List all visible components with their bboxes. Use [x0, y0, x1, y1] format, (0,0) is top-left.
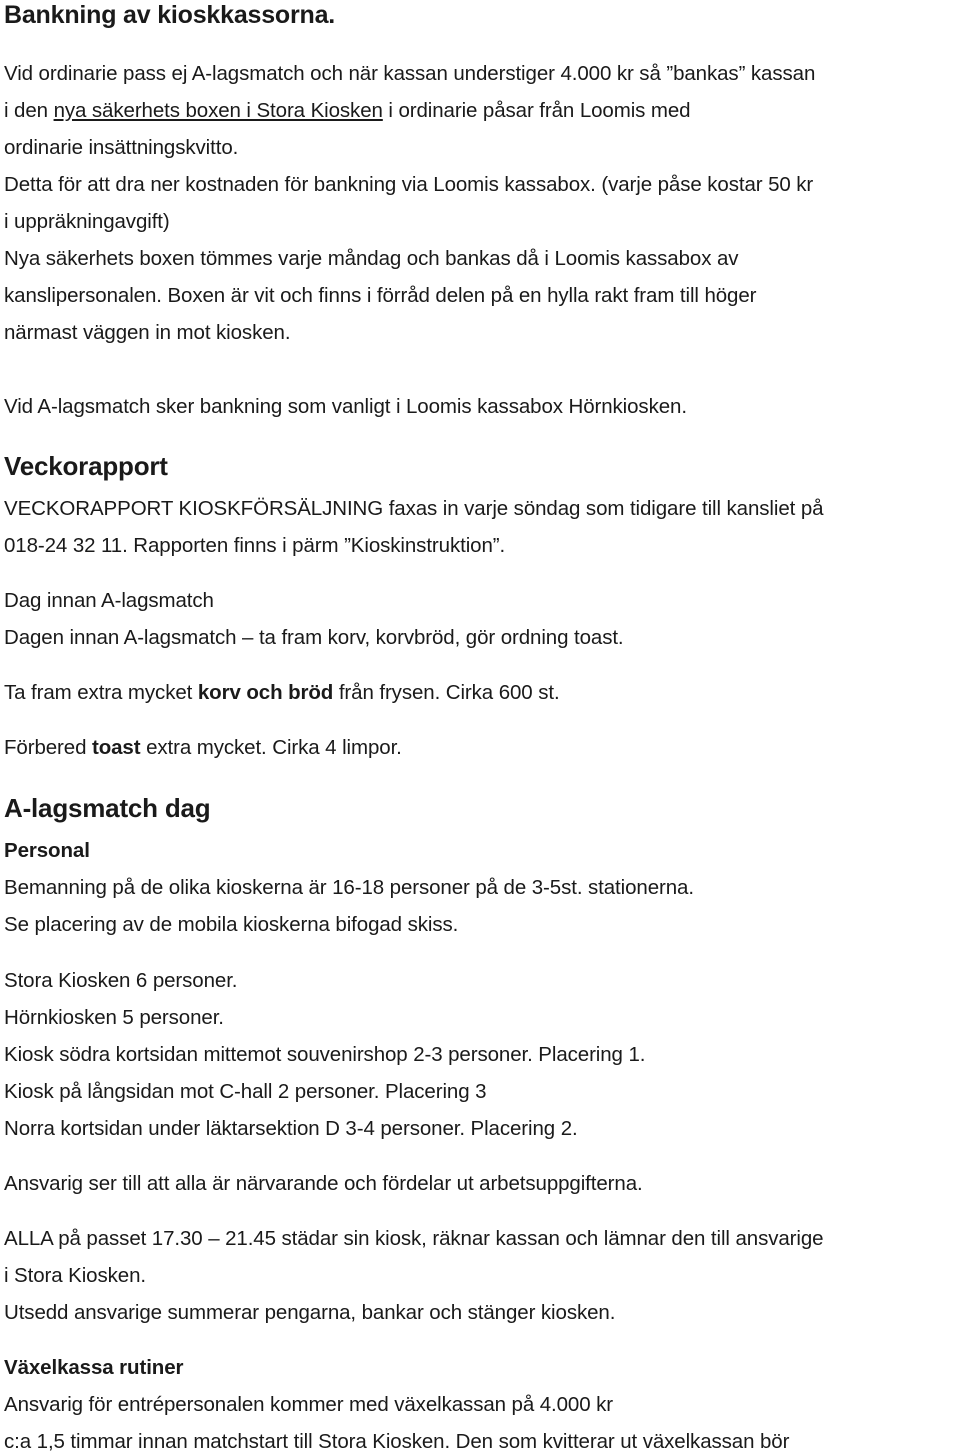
match-day-line-1: Bemanning på de olika kioskerna är 16-18 personer på de 3-5st. stationerna. — [4, 876, 694, 899]
document-title: Bankning av kioskkassorna. — [4, 1, 336, 29]
match-day-line-11: Utsedd ansvarige summerar pengarna, bankar och stänger kiosken. — [4, 1301, 616, 1324]
match-day-heading: A-lagsmatch dag — [4, 793, 211, 823]
banking-line-4: Detta för att dra ner kostnaden för bankning via Loomis kassabox. (varje påse kostar 50 kr — [4, 173, 814, 196]
match-day-line-5: Kiosk södra kortsidan mittemot souvenirshop 2-3 personer. Placering 1. — [4, 1043, 646, 1066]
banking-line-8: närmast väggen in mot kiosken. — [4, 321, 291, 344]
day-before-line-3 — [4, 736, 402, 760]
match-day-line-7: Norra kortsidan under läktarsektion D 3-4 personer. Placering 2. — [4, 1117, 578, 1140]
weekly-line-2: 018-24 32 11. Rapporten finns i pärm ”Kioskinstruktion”. — [4, 534, 506, 557]
banking-line-3: ordinarie insättningskvitto. — [4, 136, 239, 159]
banking-line-5: i uppräkningavgift) — [4, 210, 170, 233]
day-before-line-2-post: från frysen. Cirka 600 st. — [333, 681, 560, 704]
banking-line-2 — [4, 99, 690, 123]
match-day-line-8: Ansvarig ser till att alla är närvarande och fördelar ut arbetsuppgifterna. — [4, 1172, 643, 1195]
match-day-line-4: Hörnkiosken 5 personer. — [4, 1006, 224, 1029]
match-day-line-3: Stora Kiosken 6 personer. — [4, 969, 238, 992]
banking-line-2-post: i ordinarie påsar från Loomis med — [382, 99, 691, 122]
banking-line-6: Nya säkerhets boxen tömmes varje måndag och bankas då i Loomis kassabox av — [4, 247, 739, 270]
day-before-line-3-pre: Förbered — [4, 736, 92, 759]
toast-emphasis: toast — [91, 736, 141, 759]
day-before-line-3-post: extra mycket. Cirka 4 limpor. — [140, 736, 402, 759]
banking-line-9: Vid A-lagsmatch sker bankning som vanligt i Loomis kassabox Hörnkiosken. — [4, 395, 687, 418]
match-day-line-9: ALLA på passet 17.30 – 21.45 städar sin kiosk, räknar kassan och lämnar den till ansvarige — [4, 1227, 824, 1250]
banking-line-2-pre: i den — [4, 99, 54, 122]
match-day-line-6: Kiosk på långsidan mot C-hall 2 personer. Placering 3 — [4, 1080, 487, 1103]
sausage-bread-emphasis: korv och bröd — [197, 681, 334, 704]
safe-box-link: nya säkerhets boxen i Stora Kiosken — [53, 99, 383, 122]
weekly-heading: Veckorapport — [4, 451, 168, 481]
day-before-line-2 — [4, 681, 560, 705]
banking-line-1: Vid ordinarie pass ej A-lagsmatch och när kassan understiger 4.000 kr så ”bankas” kassan — [4, 62, 816, 85]
staff-heading: Personal — [4, 839, 90, 862]
match-day-line-10: i Stora Kiosken. — [4, 1264, 146, 1287]
weekly-line-1: VECKORAPPORT KIOSKFÖRSÄLJNING faxas in varje söndag som tidigare till kansliet på — [4, 497, 824, 520]
match-day-line-2: Se placering av de mobila kioskerna bifogad skiss. — [4, 913, 459, 936]
day-before-line-1: Dagen innan A-lagsmatch – ta fram korv, korvbröd, gör ordning toast. — [4, 626, 624, 649]
day-before-line-2-pre: Ta fram extra mycket — [4, 681, 198, 704]
day-before-heading: Dag innan A-lagsmatch — [4, 589, 214, 612]
banking-line-7: kanslipersonalen. Boxen är vit och finns i förråd delen på en hylla rakt fram till höger — [4, 284, 757, 307]
change-line-2: c:a 1,5 timmar innan matchstart till Stora Kiosken. Den som kvitterar ut växelkassan bör — [4, 1430, 790, 1453]
change-heading: Växelkassa rutiner — [4, 1356, 184, 1379]
change-line-1: Ansvarig för entrépersonalen kommer med växelkassan på 4.000 kr — [4, 1393, 614, 1416]
